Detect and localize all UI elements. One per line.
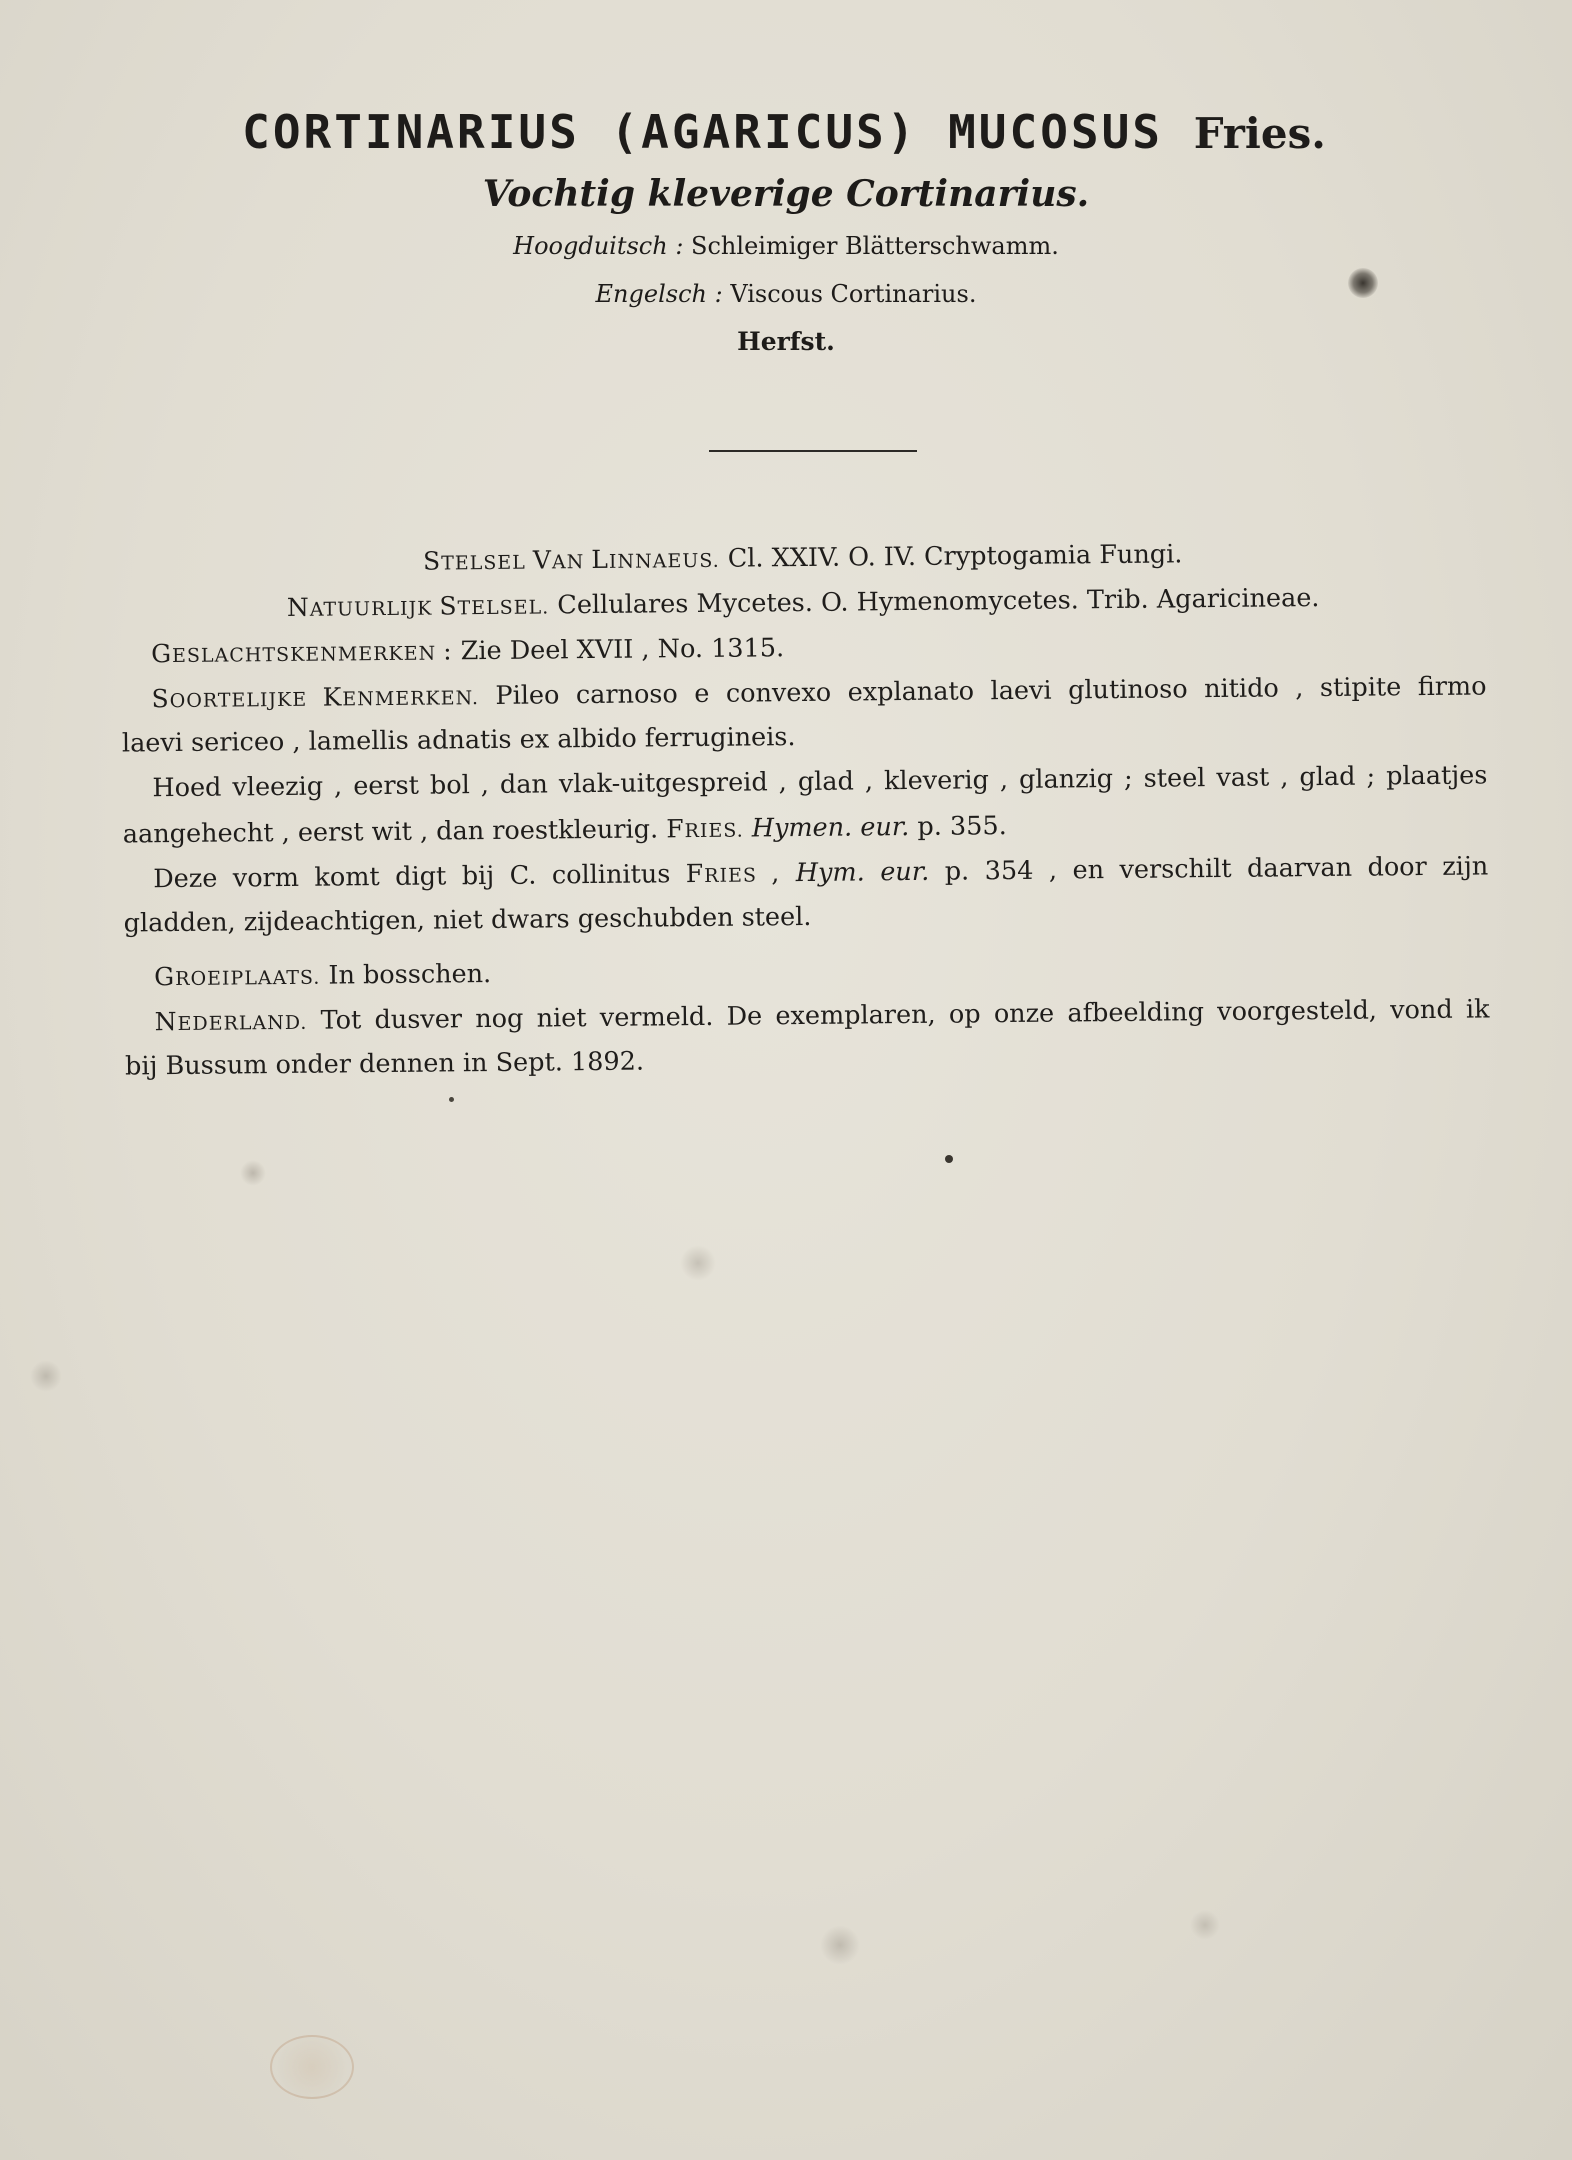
species-characters-line-2: laevi sericeo , lamellis adnatis ex albido ferrugineis.: [121, 722, 796, 759]
description-text: aangehecht , eerst wit , dan roestkleurig.: [122, 814, 659, 850]
species-title: [0, 102, 1572, 164]
genus-text: Zie Deel XVII , No. 1315.: [460, 633, 785, 667]
paper-stain: [270, 2035, 354, 2099]
german-name-line: [0, 222, 1572, 270]
author-name: Fries.: [1193, 109, 1326, 158]
paper-stain: [945, 1155, 953, 1163]
habitat-text: In bosschen.: [328, 959, 492, 991]
comparison-start: Deze vorm komt digt bij C. collinitus: [153, 859, 671, 895]
linnaeus-text: Cl. XXIV. O. IV. Cryptogamia Fungi.: [727, 539, 1183, 574]
paper-stain: [240, 1160, 266, 1186]
dutch-name: Vochtig kleverige Cortinarius.: [482, 173, 1090, 215]
species-label: SOORTELIJKE KENMERKEN.: [151, 682, 480, 714]
natural-label: NATUURLIJK STELSEL.: [286, 591, 550, 622]
description-page: p. 355.: [917, 811, 1007, 842]
paper-stain: [820, 1925, 860, 1965]
netherlands-text-1: Tot dusver nog niet vermeld. De exemplaren, op onze afbeelding voorgesteld, vond ik: [320, 994, 1490, 1036]
comparison-end: p. 354 , en verschilt daarvan door zijn: [944, 851, 1489, 887]
genus-label: GESLACHTSKENMERKEN :: [150, 636, 453, 669]
english-name-line: [0, 270, 1572, 318]
body-text: [120, 528, 1490, 1089]
header: [0, 102, 1572, 366]
german-label: Hoogduitsch :: [513, 232, 684, 260]
description-reference: Hymen. eur.: [751, 811, 910, 844]
comparison-author: FRIES ,: [685, 858, 781, 889]
german-name: Schleimiger Blätterschwamm.: [691, 232, 1059, 260]
latin-name: CORTINARIUS (AGARICUS) MUCOSUS: [242, 105, 1163, 159]
description-line-1: Hoed vleezig , eerst bol , dan vlak-uitgespreid , glad , kleverig , glanzig ; steel vast , glad ; plaatjes: [152, 760, 1488, 804]
season: Herfst.: [737, 327, 835, 356]
natural-text: Cellulares Mycetes. O. Hymenomycetes. Trib. Agaricineae.: [557, 583, 1320, 621]
comparison-reference: Hym. eur.: [795, 856, 930, 889]
comparison-line-2: gladden, zijdeachtigen, niet dwars geschubden steel.: [123, 901, 812, 939]
netherlands-line-2: bij Bussum onder dennen in Sept. 1892.: [124, 1046, 645, 1082]
species-text-1: Pileo carnoso e convexo explanato laevi glutinoso nitido , stipite firmo: [495, 671, 1487, 711]
paper-stain: [680, 1245, 716, 1281]
paper-stain: [449, 1097, 454, 1102]
netherlands-label: NEDERLAND.: [154, 1007, 308, 1037]
divider-rule: [709, 450, 917, 452]
linnaeus-label: STELSEL VAN LINNAEUS.: [422, 544, 720, 576]
english-label: Engelsch :: [595, 280, 723, 308]
paper-stain: [30, 1360, 62, 1392]
paper-stain: [1190, 1910, 1220, 1940]
english-name: Viscous Cortinarius.: [730, 280, 977, 308]
habitat-label: GROEIPLAATS.: [154, 962, 321, 992]
description-author: FRIES.: [666, 814, 744, 844]
